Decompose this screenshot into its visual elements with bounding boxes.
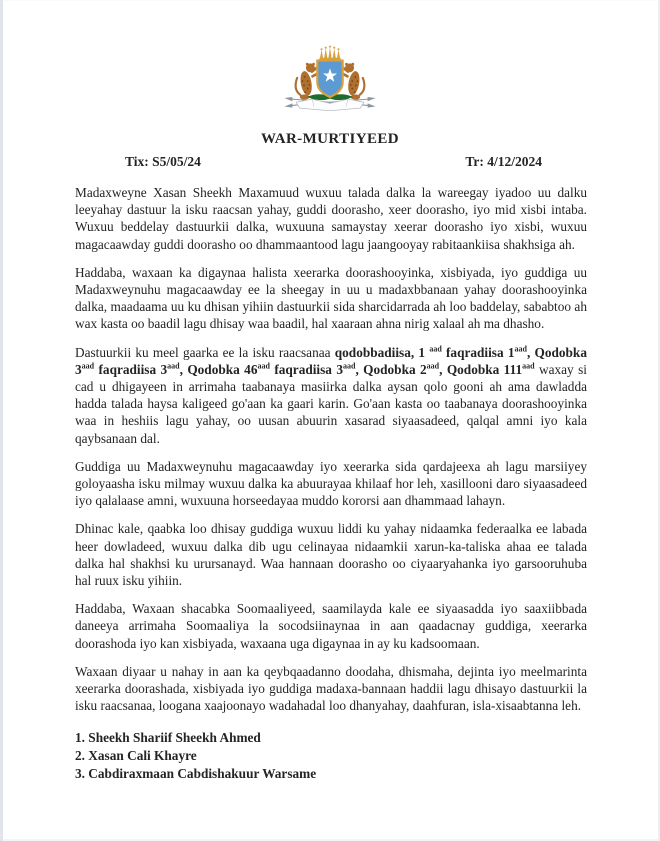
shield-icon — [317, 60, 342, 97]
ribbon-icon — [296, 99, 364, 111]
crown-icon — [319, 46, 340, 61]
signatories — [75, 729, 587, 783]
document-date: Tr: 4/12/2024 — [465, 154, 542, 169]
signatory-name: 2. Xasan Cali Khayre — [75, 748, 197, 764]
coat-of-arms-icon — [277, 44, 383, 124]
paragraph: Haddaba, Waxaan shacabka Soomaaliyeed, saamilayda kale ee siyaasadda iyo saaxiibbada daneeya arrimaha Soomaaliya la socodsiinaynaa in aan qaadacnay guddiga, xeerarka doorashoda iyo kan xisbiyada, waxaana uga digaynaa in ay ku kadsoomaan. — [75, 601, 587, 651]
document-title: WAR-MURTIYEED — [260, 131, 399, 147]
somalia-coat-of-arms — [277, 44, 383, 124]
paragraph: Guddiga uu Madaxweynuhu magacaawday iyo xeerarka sida qardajeexa ah lagu marsiiyey goloyaasha isku milmay wuxuu dalka ka abuurayaa khilaaf hor leh, xasillooni daro siyaasadeed iyo qalalaase amni, wuxuuna horseedayaa muddo kororsi aan dhammaad lahayn. — [75, 458, 587, 509]
signatory-name: 3. Cabdiraxmaan Cabdishakuur Warsame — [75, 766, 317, 782]
paragraph: Dastuurkii ku meel gaarka ee la isku raacsanaa qodobbadiisa, 1 $^{aad}$ faqradiisa $1^{aad}$, Qodobka $3^{aad}$ faqradiisa $3^{aad}$, Qodobka $46^{aad}$ faqradiisa $3^{aad}$, Qodobka $2^{aad}$, Qodobka $111^{aad}$ waxay si cad u dhigayeen in arrimaha taabanaya masiirka dalka aysan qolo gooni ah ama dawladda hadda talada haysa kaligeed go'aan ka gaari karin. Go'aan kasta oo taabanaya doorashooyinka waa in heshiis lagu yahay, oo uusan abuurin xasarad siyaasadeed, qalqal amni iyo kala qaybsanaan dal. — [75, 344, 587, 446]
reference-row — [75, 154, 585, 170]
paragraph: Dhinac kale, qaabka loo dhisay guddiga wuxuu liddi ku yahay nidaamka federaalka ee labada heer dowladeed, wuxuu dalka dib ugu celinayaa nidaamkii xarun-ka-taliska ahaa ee talada dalka hal shakhsi ku urursanayd. Waa hannaan doorasho oo ciyaaryahanka iyo garsooruhuba hal ruux isku yihiin. — [75, 521, 587, 589]
paragraphs — [75, 184, 587, 714]
paragraph: Haddaba, waxaan ka digaynaa halista xeerarka doorashooyinka, xisbiyada, iyo guddiga uu Madaxweynuhu magacaawday ee la sheegay in uu u madaxbbanaan yahay doorashooyinka dalka, maadaama uu ku dhisan yihiin dastuurkii sida sharcidarrada ah loo baddelay, sababtoo ah wax kasta oo baadil lagu dhisay waa baadil, hal xaaraan ahna nirig xalaal ah ma dhasho. — [75, 264, 587, 332]
paragraph: Madaxweyne Xasan Sheekh Maxamuud wuxuu talada dalka la wareegay iyadoo uu dalku leeyahay dastuur la isku raacsan yahay, guddi doorasho, xeer doorasho, iyo mid xisbi intaba. Wuxuu beddelay dastuurkii dalka, wuxuuna samaystay xeerar doorasho iyo xisbi, wuxuu magacaawday guddi doorasho oo dhammaantood lagu jaangooyay rabitaankiisa shakhsiga ah. — [75, 185, 587, 252]
signatory-name: 1. Sheekh Shariif Sheekh Ahmed — [75, 730, 261, 746]
reference-number: Tix: S5/05/24 — [125, 154, 201, 169]
paragraph: Waxaan diyaar u nahay in aan ka qeybqaadanno doodaha, dhismaha, dejinta iyo meelmarinta xeerarka doorashada, xisbiyada iyo guddiga madaxa-bannaan haddii lagu dhisayo dastuurkii la isku raacsanaa, loogana xaajoonayo wadahadal loo dhanyahay, daahfuran, isla-xisaabtanna leh. — [75, 663, 587, 714]
